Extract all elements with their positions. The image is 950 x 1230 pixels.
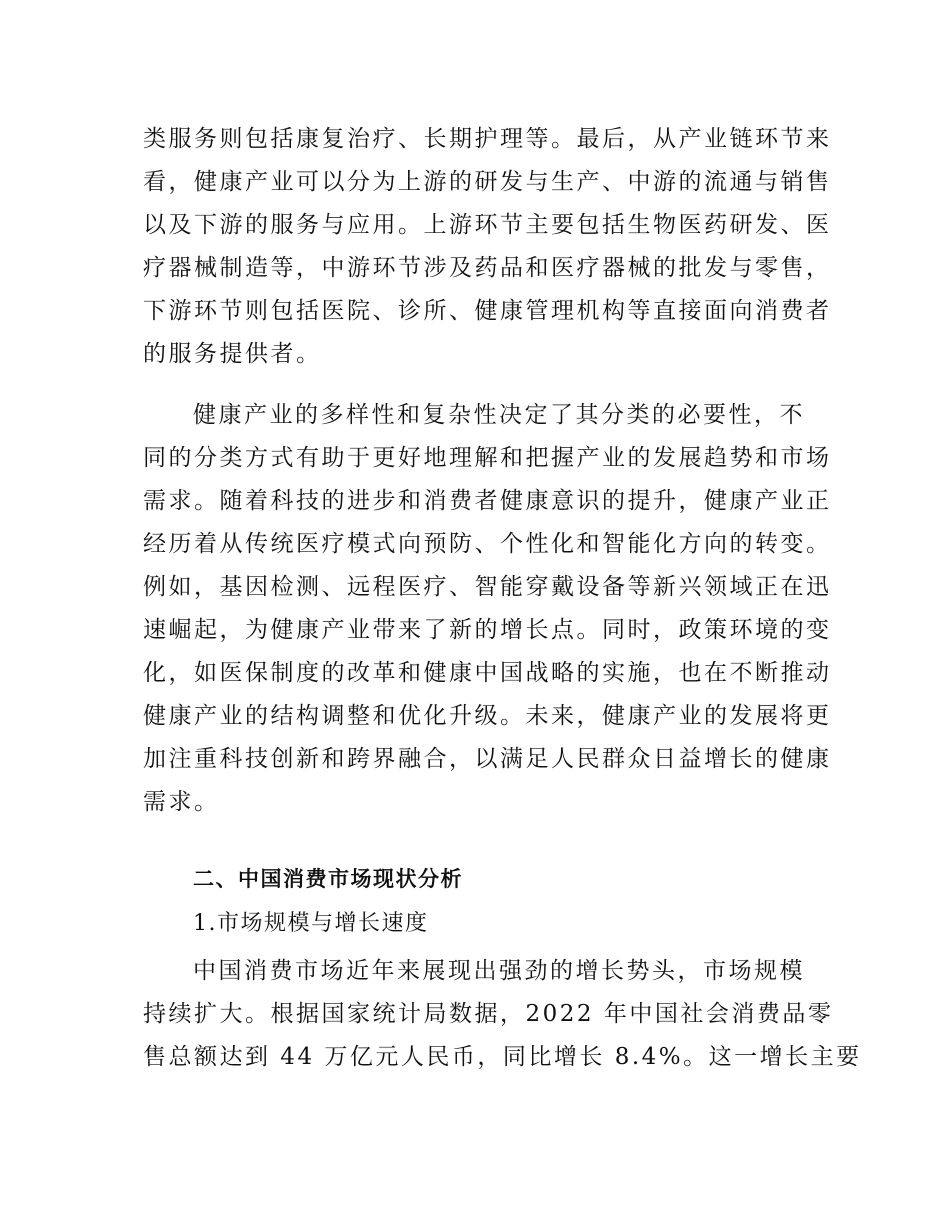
paragraph-line: 售总额达到 44 万亿元人民币，同比增长 8.4%。这一增长主要 <box>143 1044 862 1070</box>
paragraph-line: 例如，基因检测、远程医疗、智能穿戴设备等新兴领域正在迅 <box>143 574 832 600</box>
paragraph-line: 速崛起，为健康产业带来了新的增长点。同时，政策环境的变 <box>143 617 832 643</box>
paragraph-line: 以及下游的服务与应用。上游环节主要包括生物医药研发、医 <box>143 212 832 238</box>
sub-heading-block <box>143 902 813 945</box>
section-heading-block <box>143 858 813 901</box>
paragraph-line: 看，健康产业可以分为上游的研发与生产、中游的流通与销售 <box>143 169 832 195</box>
paragraph-line: 健康产业的结构调整和优化升级。未来，健康产业的发展将更 <box>143 703 832 729</box>
paragraph-line: 健康产业的多样性和复杂性决定了其分类的必要性，不 <box>193 402 805 428</box>
sub-heading: 1.市场规模与增长速度 <box>193 911 429 936</box>
paragraph-line: 化，如医保制度的改革和健康中国战略的实施，也在不断推动 <box>143 660 832 686</box>
paragraph-line: 经历着从传统医疗模式向预防、个性化和智能化方向的转变。 <box>143 531 832 557</box>
section-heading: 二、中国消费市场现状分析 <box>193 867 463 891</box>
paragraph-line: 中国消费市场近年来展现出强劲的增长势头，市场规模 <box>193 958 805 984</box>
paragraph-line: 下游环节则包括医院、诊所、健康管理机构等直接面向消费者 <box>143 298 832 324</box>
paragraph-2 <box>143 394 832 824</box>
paragraph-line: 同的分类方式有助于更好地理解和把握产业的发展趋势和市场 <box>143 445 832 471</box>
paragraph-line: 的服务提供者。 <box>143 341 322 367</box>
paragraph-line: 类服务则包括康复治疗、长期护理等。最后，从产业链环节来 <box>143 126 832 152</box>
paragraph-1 <box>143 118 832 376</box>
paragraph-line: 需求。 <box>143 789 220 815</box>
paragraph-line: 需求。随着科技的进步和消费者健康意识的提升，健康产业正 <box>143 488 832 514</box>
paragraph-3 <box>143 950 862 1079</box>
paragraph-line: 持续扩大。根据国家统计局数据，2022 年中国社会消费品零 <box>143 1001 834 1027</box>
paragraph-line: 疗器械制造等，中游环节涉及药品和医疗器械的批发与零售， <box>143 255 832 281</box>
paragraph-line: 加注重科技创新和跨界融合，以满足人民群众日益增长的健康 <box>143 746 832 772</box>
